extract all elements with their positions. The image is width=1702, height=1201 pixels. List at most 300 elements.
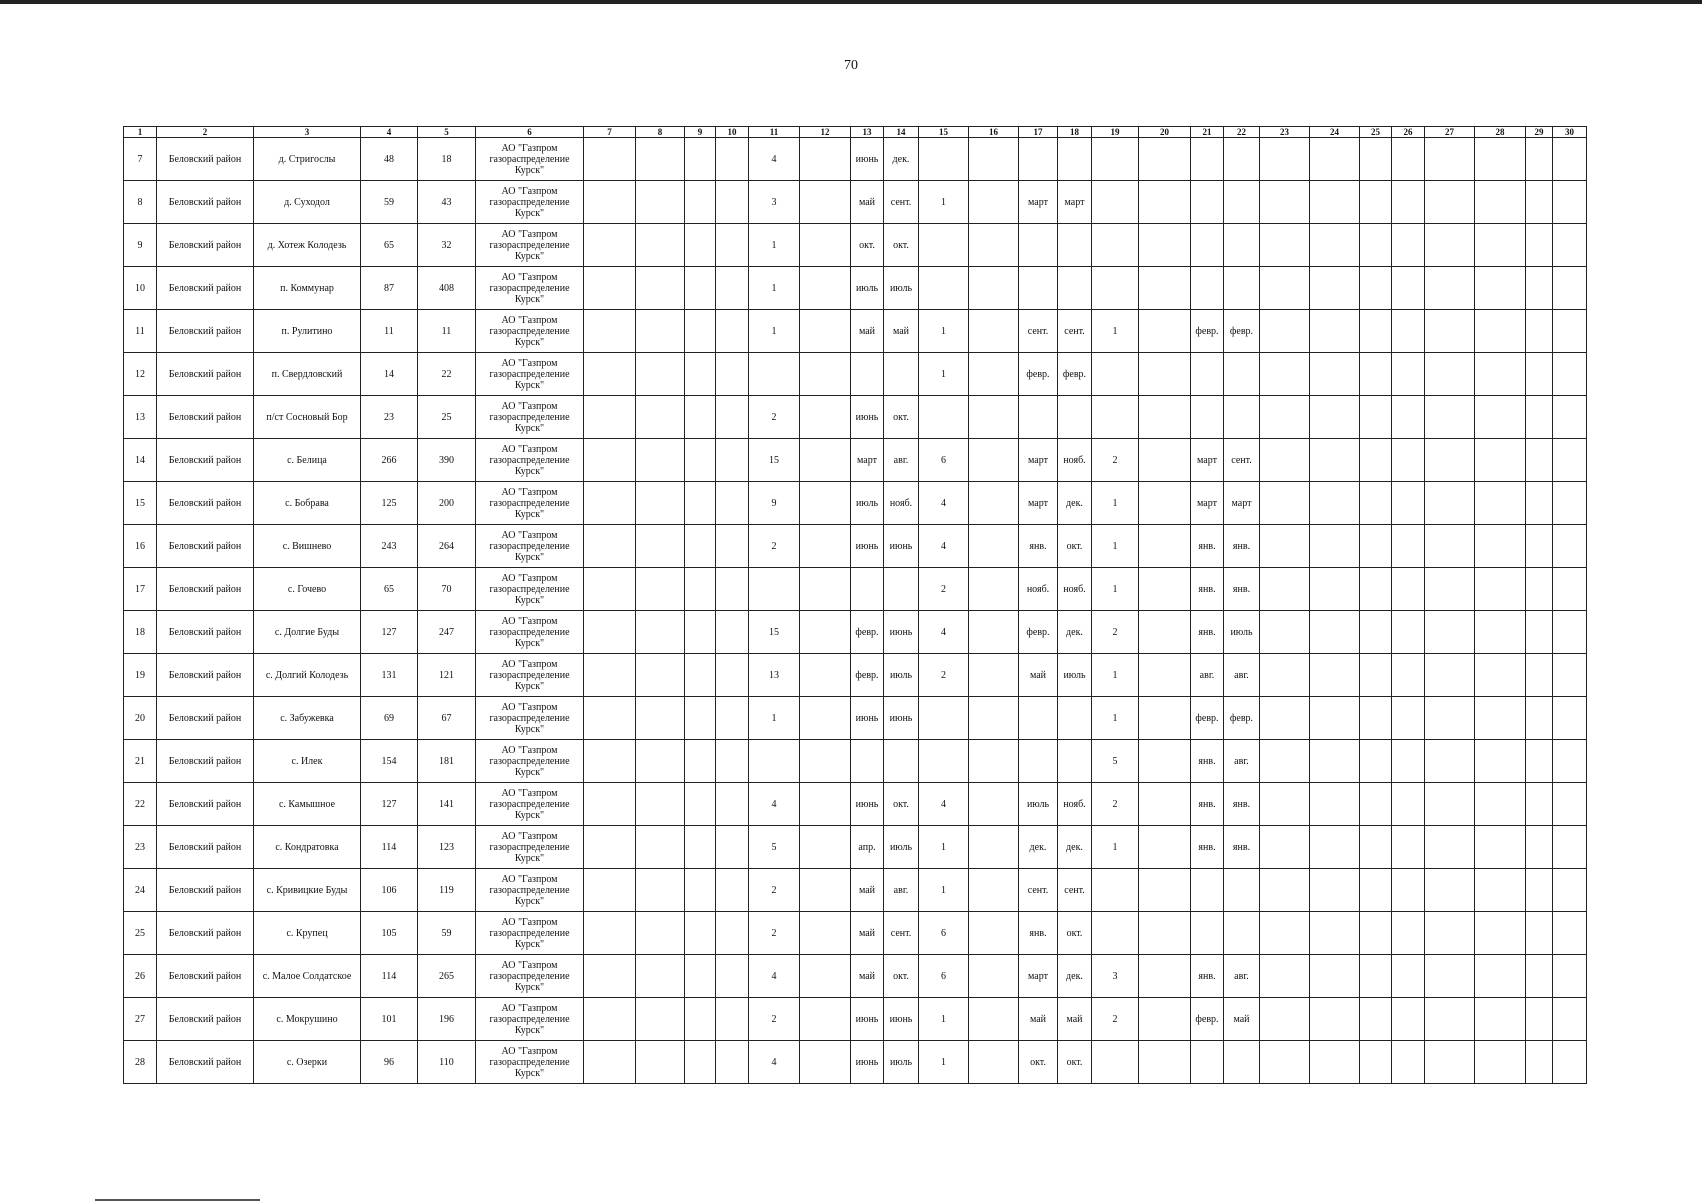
empty-cell (1553, 697, 1587, 740)
empty-cell (1139, 611, 1191, 654)
empty-cell (1553, 267, 1587, 310)
empty-cell (636, 568, 685, 611)
cell-col-17: март (1019, 181, 1058, 224)
empty-cell (716, 310, 749, 353)
cell-col-18: нояб. (1058, 568, 1092, 611)
settlement-cell: с. Забужевка (254, 697, 361, 740)
empty-cell (969, 482, 1019, 525)
cell-col-11 (749, 740, 800, 783)
empty-cell (969, 955, 1019, 998)
row-number: 15 (124, 482, 157, 525)
empty-cell (1360, 783, 1392, 826)
empty-cell (584, 267, 636, 310)
cell-col-15 (919, 138, 969, 181)
empty-cell (1360, 138, 1392, 181)
empty-cell (1526, 611, 1553, 654)
district-cell: Беловский район (157, 697, 254, 740)
empty-cell (636, 697, 685, 740)
organization-cell: АО "Газпром газораспределение Курск" (476, 955, 584, 998)
cell-col-11: 1 (749, 224, 800, 267)
empty-cell (584, 740, 636, 783)
empty-cell (1260, 396, 1310, 439)
organization-cell: АО "Газпром газораспределение Курск" (476, 697, 584, 740)
empty-cell (1475, 353, 1526, 396)
row-number: 28 (124, 1041, 157, 1084)
cell-col-21 (1191, 181, 1224, 224)
cell-col-22: сент. (1224, 439, 1260, 482)
empty-cell (1425, 869, 1475, 912)
empty-cell (1260, 568, 1310, 611)
row-number: 8 (124, 181, 157, 224)
cell-col-18: нояб. (1058, 439, 1092, 482)
empty-cell (1553, 826, 1587, 869)
empty-cell (1260, 138, 1310, 181)
cell-col-14: авг. (884, 869, 919, 912)
table-row (124, 611, 1587, 654)
cell-col-11: 9 (749, 482, 800, 525)
empty-cell (1425, 998, 1475, 1041)
cell-col-22 (1224, 138, 1260, 181)
cell-col-15: 1 (919, 310, 969, 353)
cell-col-18: окт. (1058, 912, 1092, 955)
cell-col-15: 2 (919, 568, 969, 611)
cell-col-13: май (851, 869, 884, 912)
empty-cell (1139, 955, 1191, 998)
cell-col-11: 15 (749, 611, 800, 654)
column-header-14: 14 (884, 127, 919, 138)
empty-cell (1392, 697, 1425, 740)
cell-col-11: 2 (749, 998, 800, 1041)
cell-col-15: 6 (919, 912, 969, 955)
empty-cell (1139, 869, 1191, 912)
empty-cell (636, 955, 685, 998)
empty-cell (1139, 439, 1191, 482)
empty-cell (1526, 482, 1553, 525)
cell-col-18: июль (1058, 654, 1092, 697)
cell-col-22: янв. (1224, 525, 1260, 568)
empty-cell (1526, 525, 1553, 568)
cell-col-15: 1 (919, 353, 969, 396)
empty-cell (584, 525, 636, 568)
district-cell: Беловский район (157, 654, 254, 697)
empty-cell (1526, 740, 1553, 783)
cell-col-5: 43 (418, 181, 476, 224)
cell-col-14: окт. (884, 783, 919, 826)
cell-col-14: июль (884, 826, 919, 869)
empty-cell (1360, 439, 1392, 482)
cell-col-4: 114 (361, 826, 418, 869)
empty-cell (584, 998, 636, 1041)
cell-col-4: 23 (361, 396, 418, 439)
empty-cell (1526, 224, 1553, 267)
cell-col-4: 69 (361, 697, 418, 740)
cell-col-5: 25 (418, 396, 476, 439)
empty-cell (1260, 482, 1310, 525)
cell-col-15: 1 (919, 998, 969, 1041)
empty-cell (584, 912, 636, 955)
empty-cell (1260, 654, 1310, 697)
row-number: 11 (124, 310, 157, 353)
cell-col-11: 4 (749, 783, 800, 826)
table-row (124, 740, 1587, 783)
organization-cell: АО "Газпром газораспределение Курск" (476, 783, 584, 826)
table-row (124, 912, 1587, 955)
empty-cell (800, 568, 851, 611)
cell-col-5: 18 (418, 138, 476, 181)
column-header-16: 16 (969, 127, 1019, 138)
cell-col-11: 1 (749, 697, 800, 740)
cell-col-4: 106 (361, 869, 418, 912)
empty-cell (1425, 740, 1475, 783)
district-cell: Беловский район (157, 353, 254, 396)
empty-cell (685, 568, 716, 611)
cell-col-22 (1224, 267, 1260, 310)
settlement-cell: д. Стригослы (254, 138, 361, 181)
empty-cell (1139, 568, 1191, 611)
table-row (124, 568, 1587, 611)
column-header-26: 26 (1392, 127, 1425, 138)
district-cell: Беловский район (157, 181, 254, 224)
district-cell: Беловский район (157, 138, 254, 181)
cell-col-17 (1019, 740, 1058, 783)
row-number: 9 (124, 224, 157, 267)
empty-cell (800, 783, 851, 826)
cell-col-17: окт. (1019, 1041, 1058, 1084)
cell-col-11: 4 (749, 138, 800, 181)
empty-cell (716, 396, 749, 439)
empty-cell (1360, 353, 1392, 396)
empty-cell (584, 955, 636, 998)
empty-cell (1526, 267, 1553, 310)
row-number: 24 (124, 869, 157, 912)
empty-cell (584, 310, 636, 353)
cell-col-5: 265 (418, 955, 476, 998)
cell-col-19: 1 (1092, 826, 1139, 869)
empty-cell (969, 224, 1019, 267)
cell-col-5: 264 (418, 525, 476, 568)
empty-cell (1260, 826, 1310, 869)
settlement-cell: п. Рулитино (254, 310, 361, 353)
empty-cell (800, 1041, 851, 1084)
cell-col-21: янв. (1191, 568, 1224, 611)
empty-cell (969, 740, 1019, 783)
column-header-19: 19 (1092, 127, 1139, 138)
cell-col-4: 11 (361, 310, 418, 353)
empty-cell (716, 697, 749, 740)
organization-cell: АО "Газпром газораспределение Курск" (476, 740, 584, 783)
cell-col-11: 1 (749, 267, 800, 310)
column-header-30: 30 (1553, 127, 1587, 138)
cell-col-13: май (851, 181, 884, 224)
row-number: 16 (124, 525, 157, 568)
organization-cell: АО "Газпром газораспределение Курск" (476, 310, 584, 353)
empty-cell (1425, 482, 1475, 525)
empty-cell (1360, 310, 1392, 353)
empty-cell (1260, 310, 1310, 353)
empty-cell (636, 783, 685, 826)
empty-cell (1425, 353, 1475, 396)
cell-col-5: 121 (418, 654, 476, 697)
cell-col-14: июнь (884, 611, 919, 654)
empty-cell (1360, 826, 1392, 869)
cell-col-14: сент. (884, 181, 919, 224)
district-cell: Беловский район (157, 955, 254, 998)
cell-col-19: 3 (1092, 955, 1139, 998)
empty-cell (969, 783, 1019, 826)
empty-cell (1553, 611, 1587, 654)
empty-cell (716, 955, 749, 998)
cell-col-14: июнь (884, 525, 919, 568)
empty-cell (636, 224, 685, 267)
cell-col-17: сент. (1019, 310, 1058, 353)
cell-col-17: май (1019, 998, 1058, 1041)
cell-col-14 (884, 353, 919, 396)
empty-cell (969, 310, 1019, 353)
empty-cell (716, 525, 749, 568)
empty-cell (800, 525, 851, 568)
cell-col-14: окт. (884, 955, 919, 998)
cell-col-18 (1058, 697, 1092, 740)
cell-col-14 (884, 740, 919, 783)
empty-cell (1392, 396, 1425, 439)
row-number: 26 (124, 955, 157, 998)
cell-col-11: 4 (749, 1041, 800, 1084)
cell-col-5: 119 (418, 869, 476, 912)
cell-col-22 (1224, 869, 1260, 912)
cell-col-5: 32 (418, 224, 476, 267)
empty-cell (1392, 654, 1425, 697)
cell-col-4: 127 (361, 783, 418, 826)
settlement-cell: д. Суходол (254, 181, 361, 224)
cell-col-11: 2 (749, 396, 800, 439)
empty-cell (1310, 181, 1360, 224)
empty-cell (800, 826, 851, 869)
empty-cell (1260, 783, 1310, 826)
organization-cell: АО "Газпром газораспределение Курск" (476, 568, 584, 611)
empty-cell (1475, 138, 1526, 181)
cell-col-11: 15 (749, 439, 800, 482)
cell-col-19: 1 (1092, 568, 1139, 611)
district-cell: Беловский район (157, 869, 254, 912)
cell-col-17: дек. (1019, 826, 1058, 869)
cell-col-11: 2 (749, 525, 800, 568)
cell-col-4: 127 (361, 611, 418, 654)
empty-cell (584, 439, 636, 482)
empty-cell (1475, 783, 1526, 826)
cell-col-13: июнь (851, 998, 884, 1041)
empty-cell (716, 138, 749, 181)
empty-cell (969, 568, 1019, 611)
cell-col-4: 105 (361, 912, 418, 955)
empty-cell (636, 912, 685, 955)
cell-col-11 (749, 568, 800, 611)
cell-col-4: 65 (361, 224, 418, 267)
cell-col-17: февр. (1019, 611, 1058, 654)
table-row (124, 783, 1587, 826)
cell-col-5: 408 (418, 267, 476, 310)
empty-cell (969, 267, 1019, 310)
organization-cell: АО "Газпром газораспределение Курск" (476, 439, 584, 482)
table-row (124, 525, 1587, 568)
empty-cell (1139, 1041, 1191, 1084)
empty-cell (969, 654, 1019, 697)
empty-cell (1139, 138, 1191, 181)
district-cell: Беловский район (157, 1041, 254, 1084)
row-number: 13 (124, 396, 157, 439)
empty-cell (1526, 1041, 1553, 1084)
cell-col-5: 67 (418, 697, 476, 740)
empty-cell (1139, 740, 1191, 783)
empty-cell (1553, 396, 1587, 439)
empty-cell (716, 482, 749, 525)
empty-cell (1425, 267, 1475, 310)
organization-cell: АО "Газпром газораспределение Курск" (476, 138, 584, 181)
cell-col-21: янв. (1191, 826, 1224, 869)
cell-col-5: 247 (418, 611, 476, 654)
cell-col-21 (1191, 396, 1224, 439)
settlement-cell: с. Вишнево (254, 525, 361, 568)
empty-cell (1392, 912, 1425, 955)
empty-cell (1553, 138, 1587, 181)
cell-col-19: 1 (1092, 482, 1139, 525)
empty-cell (969, 697, 1019, 740)
cell-col-18 (1058, 224, 1092, 267)
cell-col-15: 6 (919, 955, 969, 998)
empty-cell (584, 783, 636, 826)
empty-cell (1425, 955, 1475, 998)
empty-cell (584, 224, 636, 267)
empty-cell (1360, 525, 1392, 568)
settlement-cell: с. Крупец (254, 912, 361, 955)
empty-cell (1526, 869, 1553, 912)
column-header-23: 23 (1260, 127, 1310, 138)
cell-col-18: сент. (1058, 310, 1092, 353)
cell-col-14: окт. (884, 224, 919, 267)
cell-col-13: июль (851, 482, 884, 525)
cell-col-5: 196 (418, 998, 476, 1041)
empty-cell (1526, 310, 1553, 353)
cell-col-11: 3 (749, 181, 800, 224)
empty-cell (1260, 525, 1310, 568)
empty-cell (716, 568, 749, 611)
cell-col-14: авг. (884, 439, 919, 482)
organization-cell: АО "Газпром газораспределение Курск" (476, 181, 584, 224)
cell-col-22 (1224, 181, 1260, 224)
empty-cell (1553, 998, 1587, 1041)
cell-col-22: янв. (1224, 783, 1260, 826)
cell-col-13: июнь (851, 697, 884, 740)
empty-cell (800, 267, 851, 310)
empty-cell (1392, 482, 1425, 525)
cell-col-18 (1058, 740, 1092, 783)
cell-col-19: 1 (1092, 654, 1139, 697)
empty-cell (685, 353, 716, 396)
empty-cell (685, 138, 716, 181)
cell-col-22: авг. (1224, 955, 1260, 998)
organization-cell: АО "Газпром газораспределение Курск" (476, 224, 584, 267)
cell-col-11: 1 (749, 310, 800, 353)
cell-col-18: дек. (1058, 482, 1092, 525)
empty-cell (716, 353, 749, 396)
empty-cell (1553, 482, 1587, 525)
row-number: 23 (124, 826, 157, 869)
empty-cell (584, 138, 636, 181)
empty-cell (969, 353, 1019, 396)
empty-cell (1360, 1041, 1392, 1084)
empty-cell (1260, 353, 1310, 396)
cell-col-11: 4 (749, 955, 800, 998)
empty-cell (636, 1041, 685, 1084)
cell-col-11 (749, 353, 800, 396)
column-header-11: 11 (749, 127, 800, 138)
empty-cell (800, 138, 851, 181)
cell-col-15: 4 (919, 783, 969, 826)
cell-col-21 (1191, 224, 1224, 267)
cell-col-22 (1224, 224, 1260, 267)
cell-col-14: июль (884, 654, 919, 697)
settlement-cell: с. Илек (254, 740, 361, 783)
cell-col-17 (1019, 138, 1058, 181)
cell-col-11: 13 (749, 654, 800, 697)
empty-cell (969, 826, 1019, 869)
district-cell: Беловский район (157, 611, 254, 654)
cell-col-5: 200 (418, 482, 476, 525)
cell-col-5: 390 (418, 439, 476, 482)
empty-cell (636, 611, 685, 654)
empty-cell (1139, 181, 1191, 224)
empty-cell (685, 826, 716, 869)
empty-cell (800, 611, 851, 654)
cell-col-13: июнь (851, 396, 884, 439)
empty-cell (1310, 568, 1360, 611)
cell-col-15: 4 (919, 611, 969, 654)
empty-cell (1392, 998, 1425, 1041)
cell-col-5: 123 (418, 826, 476, 869)
empty-cell (1310, 267, 1360, 310)
table-row (124, 138, 1587, 181)
empty-cell (1425, 568, 1475, 611)
cell-col-18: сент. (1058, 869, 1092, 912)
empty-cell (685, 869, 716, 912)
cell-col-5: 70 (418, 568, 476, 611)
empty-cell (1526, 181, 1553, 224)
cell-col-22: март (1224, 482, 1260, 525)
cell-col-4: 101 (361, 998, 418, 1041)
empty-cell (1310, 310, 1360, 353)
settlement-cell: с. Гочево (254, 568, 361, 611)
empty-cell (1360, 912, 1392, 955)
empty-cell (1139, 353, 1191, 396)
empty-cell (1260, 697, 1310, 740)
empty-cell (584, 654, 636, 697)
empty-cell (716, 224, 749, 267)
settlement-cell: с. Белица (254, 439, 361, 482)
empty-cell (685, 783, 716, 826)
cell-col-5: 11 (418, 310, 476, 353)
empty-cell (1392, 955, 1425, 998)
empty-cell (1392, 525, 1425, 568)
table-row (124, 1041, 1587, 1084)
empty-cell (1310, 396, 1360, 439)
empty-cell (1310, 224, 1360, 267)
empty-cell (1392, 1041, 1425, 1084)
cell-col-11: 2 (749, 869, 800, 912)
cell-col-18 (1058, 267, 1092, 310)
cell-col-19: 1 (1092, 525, 1139, 568)
cell-col-22 (1224, 396, 1260, 439)
empty-cell (969, 869, 1019, 912)
empty-cell (1553, 740, 1587, 783)
